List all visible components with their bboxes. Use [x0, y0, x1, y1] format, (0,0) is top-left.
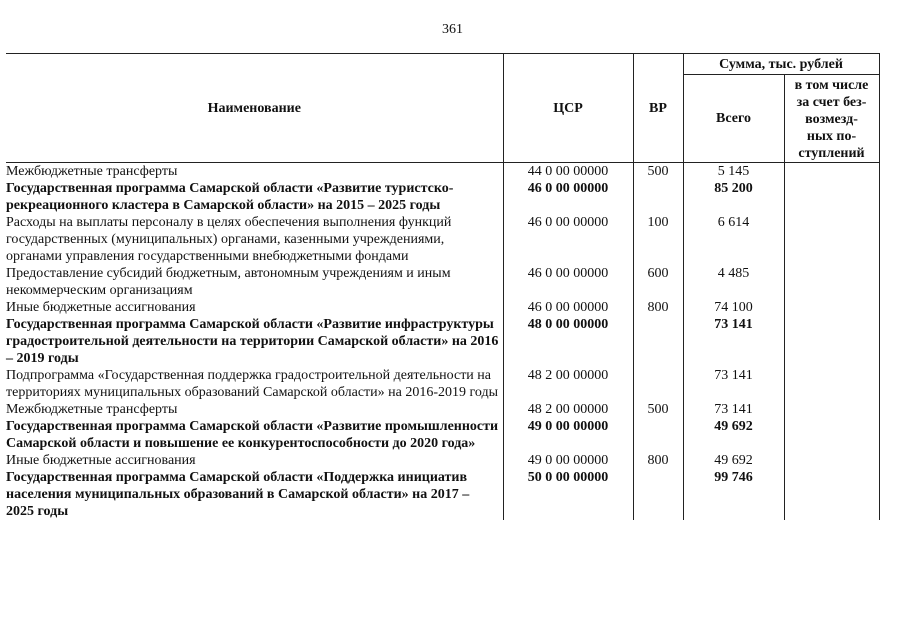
row-vr: 500	[633, 163, 683, 181]
table-row	[6, 163, 879, 181]
row-csr: 48 2 00 00000	[503, 401, 633, 418]
row-total: 49 692	[683, 418, 784, 452]
header-free	[784, 75, 879, 163]
table-row	[6, 299, 879, 316]
row-csr: 46 0 00 00000	[503, 180, 633, 214]
table-row	[6, 469, 879, 520]
row-name: Государственная программа Самарской области «Развитие промышленности Самарской области и повышение ее конкурентоспособности до 2020 года»	[6, 419, 499, 451]
row-free	[784, 367, 879, 401]
row-csr: 50 0 00 00000	[503, 469, 633, 520]
row-name: Межбюджетные трансферты	[6, 402, 178, 417]
header-csr: ЦСР	[503, 54, 633, 163]
header-free-line: возмезд-	[805, 112, 858, 127]
row-free	[784, 469, 879, 520]
row-vr: 800	[633, 452, 683, 469]
row-free	[784, 316, 879, 367]
row-csr: 44 0 00 00000	[503, 163, 633, 181]
header-free-line: ных по-	[806, 129, 857, 144]
page-number: 361	[442, 22, 463, 37]
row-vr	[633, 469, 683, 520]
row-vr: 100	[633, 214, 683, 265]
header-free-line: в том числе	[794, 78, 869, 93]
row-csr: 46 0 00 00000	[503, 265, 633, 299]
table-row	[6, 316, 879, 367]
header-free-line: за счет без-	[796, 95, 867, 110]
table-row	[6, 214, 879, 265]
table-row	[6, 180, 879, 214]
row-csr: 48 0 00 00000	[503, 316, 633, 367]
row-name: Государственная программа Самарской области «Развитие туристско-рекреационного кластера в Самарской области» на 2015 – 2025 годы	[6, 181, 454, 213]
header-total: Всего	[683, 75, 784, 163]
row-vr	[633, 418, 683, 452]
row-vr: 500	[633, 401, 683, 418]
row-total: 49 692	[683, 452, 784, 469]
row-name: Расходы на выплаты персоналу в целях обеспечения выполнения функций государственных (муниципальных) органами, казенными учреждениями, органами управления государственными внебюджетными фондами	[6, 215, 452, 264]
budget-table	[6, 53, 880, 520]
header-sum-group: Сумма, тыс. рублей	[683, 54, 879, 75]
row-total: 85 200	[683, 180, 784, 214]
row-csr: 48 2 00 00000	[503, 367, 633, 401]
row-name: Иные бюджетные ассигнования	[6, 300, 196, 315]
table-row	[6, 265, 879, 299]
table-row	[6, 401, 879, 418]
row-vr	[633, 316, 683, 367]
row-total: 73 141	[683, 367, 784, 401]
row-name: Государственная программа Самарской области «Поддержка инициатив населения муниципальных образований в Самарской области» на 2017 – 2025 годы	[6, 470, 470, 519]
row-name: Подпрограмма «Государственная поддержка градостроительной деятельности на территориях муниципальных образований Самарской области» на 2016-2019 годы	[6, 368, 499, 400]
header-name: Наименование	[6, 54, 503, 163]
row-total: 74 100	[683, 299, 784, 316]
header-free-line: ступлений	[798, 146, 865, 161]
row-name: Межбюджетные трансферты	[6, 164, 178, 179]
row-name: Государственная программа Самарской области «Развитие инфраструктуры градостроительной деятельности на территории Самарской области» на 2016 – 2019 годы	[6, 317, 499, 366]
row-vr: 600	[633, 265, 683, 299]
row-total: 73 141	[683, 316, 784, 367]
row-free	[784, 299, 879, 316]
row-vr	[633, 367, 683, 401]
row-csr: 49 0 00 00000	[503, 418, 633, 452]
table-body	[6, 163, 879, 521]
header-vr: ВР	[633, 54, 683, 163]
row-free	[784, 180, 879, 214]
row-csr: 49 0 00 00000	[503, 452, 633, 469]
row-csr: 46 0 00 00000	[503, 214, 633, 265]
table-row	[6, 452, 879, 469]
row-free	[784, 265, 879, 299]
row-total: 99 746	[683, 469, 784, 520]
row-free	[784, 452, 879, 469]
row-free	[784, 214, 879, 265]
row-name: Иные бюджетные ассигнования	[6, 453, 196, 468]
row-free	[784, 418, 879, 452]
row-total: 6 614	[683, 214, 784, 265]
table-header	[6, 54, 879, 163]
row-name: Предоставление субсидий бюджетным, автономным учреждениям и иным некоммерческим организациям	[6, 266, 451, 298]
row-vr	[633, 180, 683, 214]
row-total: 5 145	[683, 163, 784, 181]
row-vr: 800	[633, 299, 683, 316]
row-free	[784, 401, 879, 418]
row-total: 4 485	[683, 265, 784, 299]
table-row	[6, 367, 879, 401]
row-csr: 46 0 00 00000	[503, 299, 633, 316]
table-row	[6, 418, 879, 452]
row-total: 73 141	[683, 401, 784, 418]
row-free	[784, 163, 879, 181]
